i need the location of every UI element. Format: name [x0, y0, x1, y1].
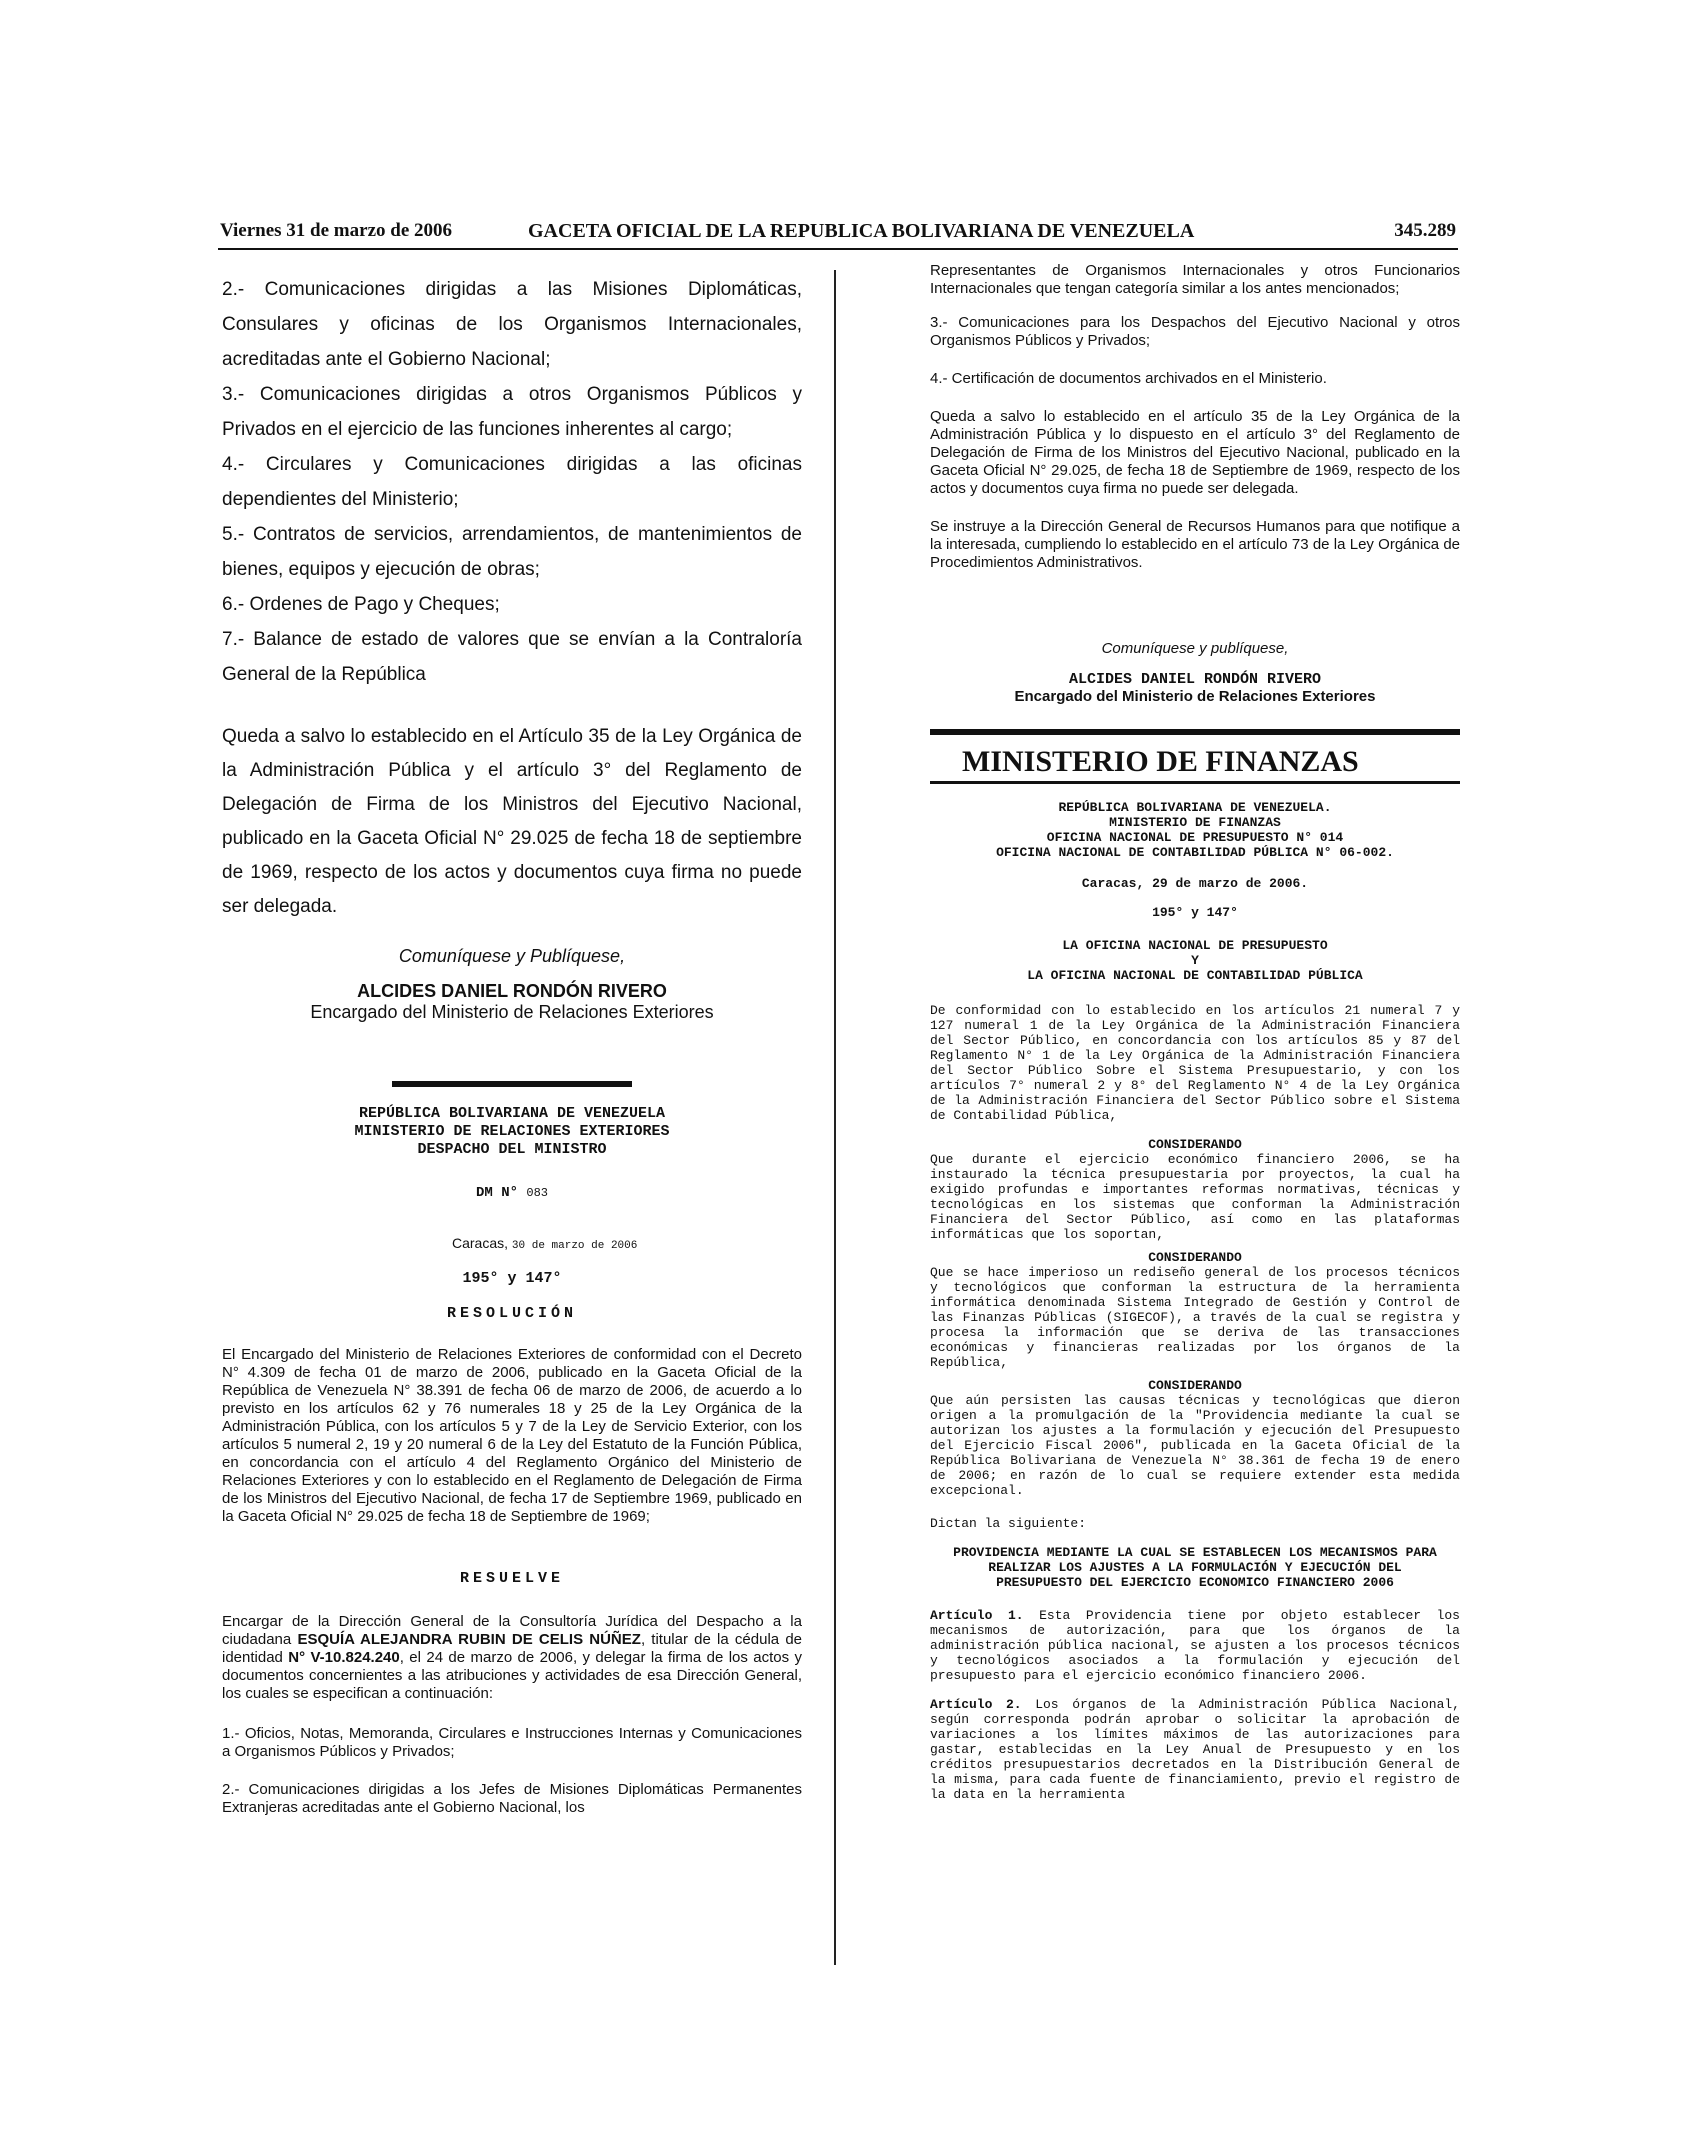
delegation-item: 4.- Circulares y Comunicaciones dirigidas a las oficinas dependientes del Ministerio; [222, 454, 802, 510]
continuation-paragraph: Representantes de Organismos Internacionales y otros Funcionarios Internacionales que tengan categoría similar a los antes mencionados; [930, 262, 1460, 297]
resolution-header-line: MINISTERIO DE RELACIONES EXTERIORES [354, 1123, 670, 1140]
conformidad-paragraph: De conformidad con lo establecido en los artículos 21 numeral 7 y 127 numeral 1 de la Ley Orgánica de la Administración Financiera del Sector Público, en concordancia con los artículos 85 y 87 del Reglamento N° 1 de la Ley Orgánica de la Administración Financiera del Sector Público Sobre el Sistema Presupuestario, y con los artículos 7° numeral 2 y 8° del Reglamento N° 4 de la Ley Orgánica de la Administración Financiera del Sector Público sobre el Sistema de Contabilidad Pública, [930, 1003, 1460, 1123]
left-column [222, 272, 802, 1817]
delegation-item: 4.- Certificación de documentos archivados en el Ministerio. [930, 370, 1327, 387]
header-title: GACETA OFICIAL DE LA REPUBLICA BOLIVARIANA DE VENEZUELA [528, 220, 1195, 242]
appointee-id: N° V-10.824.240 [288, 1649, 400, 1666]
ministry-rule [930, 729, 1460, 735]
signature-block [222, 946, 802, 1023]
city-date: 30 de marzo de 2006 [511, 1240, 638, 1252]
article-1 [930, 1608, 1460, 1683]
sub-item: 1.- Oficios, Notas, Memoranda, Circulares e Instrucciones Internas y Comunicaciones a Organismos Públicos y Privados; [222, 1725, 802, 1760]
ministry-title: MINISTERIO DE FINANZAS [930, 741, 1460, 784]
comuniquese-line: Comuníquese y publíquese, [1101, 640, 1289, 657]
page-header [218, 218, 1458, 250]
resolution-intro: El Encargado del Ministerio de Relaciones Exteriores de conformidad con el Decreto N° 4.309 de fecha 01 de marzo de 2006, publicado en la Gaceta Oficial de la República de Venezuela N° 38.391 de fecha 06 de marzo de 2006, de acuerdo a lo previsto en los artículos 62 y 76 numerales 18 y 25 de la Ley Orgánica de la Administración Pública, con los artículos 5 y 7 de la Ley de Servicio Exterior, con los artículos 5 numeral 2, 19 y 20 numeral 6 de la Ley del Estatuto de la Función Pública, en concordancia con el artículo 4 del Reglamento Orgánico del Ministerio de Relaciones Exteriores y con lo establecido en el Reglamento de Delegación de Firma de los Ministros del Ejecutivo Nacional, de fecha 17 de Septiembre 1969, publicado en la Gaceta Oficial N° 29.025 de fecha 18 de Septiembre de 1969; [222, 1346, 802, 1525]
finance-header-line: MINISTERIO DE FINANZAS [1109, 815, 1281, 830]
resolution-header-line: REPÚBLICA BOLIVARIANA DE VENEZUELA [358, 1105, 666, 1122]
section-separator [392, 1081, 632, 1087]
header-page-number: 345.289 [1394, 220, 1456, 241]
resuelve-title: RESUELVE [459, 1570, 564, 1587]
delegation-item: 3.- Comunicaciones dirigidas a otros Organismos Públicos y Privados en el ejercicio de las funciones inherentes al cargo; [222, 384, 802, 440]
finance-header [930, 800, 1460, 860]
considerando-text: Que aún persisten las causas técnicas y tecnológicas que dieron origen a la promulgación de la "Providencia mediante la cual se autorizan los ajustes a la formulación y ejecución del Presupuesto del Ejercicio Fiscal 2006", publicada en la Gaceta Oficial de la República Bolivariana de Venezuela N° 38.361 de fecha 19 de enero de 2006; en razón de lo cual se requiere extender esta medida excepcional. [930, 1393, 1460, 1498]
article-1-text: Esta Providencia tiene por objeto establecer los mecanismos de autorización, para que los órganos de la administración pública nacional, se ajusten a los procesos técnicos y tecnológicos asociados a la formulación y ejecución del presupuesto para el ejercicio económico financiero 2006. [930, 1608, 1460, 1683]
instruye-paragraph: Se instruye a la Dirección General de Recursos Humanos para que notifique a la interesada, cumpliendo lo establecido en el artículo 73 de la Ley Orgánica de Procedimientos Administrativos. [930, 518, 1460, 571]
providencia-title: PROVIDENCIA MEDIANTE LA CUAL SE ESTABLECEN LOS MECANISMOS PARA REALIZAR LOS AJUSTES A LA FORMULACIÓN Y EJECUCIÓN DEL PRESUPUESTO DEL EJERCICIO ECONOMICO FINANCIERO 2006 [953, 1545, 1437, 1590]
finance-date: Caracas, 29 de marzo de 2006. [1081, 876, 1309, 891]
article-2 [930, 1697, 1460, 1802]
salvo-paragraph: Queda a salvo lo establecido en el artículo 35 de la Ley Orgánica de la Administración Pública y lo dispuesto en el artículo 3° del Reglamento de Delegación de Firma de los Ministros del Ejecutivo Nacional, publicado en la Gaceta Oficial N° 29.025, de fecha 18 de Septiembre de 1969, respecto de los actos y documentos cuya firma no puede ser delegada. [930, 408, 1460, 497]
delegation-item: 2.- Comunicaciones dirigidas a las Misiones Diplomáticas, Consulares y oficinas de los Organismos Internacionales, acreditadas ante el Gobierno Nacional; [222, 279, 802, 370]
column-divider [834, 270, 836, 1965]
comuniquese-line: Comuníquese y Publíquese, [398, 946, 626, 966]
encargar-text: Encargar de la Dirección General de la Consultoría Jurídica del Despacho a la ciudadana [222, 1613, 802, 1648]
delegation-item: 7.- Balance de estado de valores que se envían a la Contraloría General de la República [222, 629, 802, 685]
city-label: Caracas, [452, 1235, 509, 1251]
dm-label: DM N° [475, 1185, 518, 1201]
article-2-label: Artículo 2. [930, 1697, 1022, 1712]
considerando-label: CONSIDERANDO [1148, 1250, 1242, 1265]
finance-header-line: OFICINA NACIONAL DE CONTABILIDAD PÚBLICA N° 06-002. [996, 845, 1394, 860]
resolution-date [222, 1235, 802, 1252]
article-1-label: Artículo 1. [930, 1608, 1024, 1623]
header-date: Viernes 31 de marzo de 2006 [220, 220, 452, 241]
resolucion-title: RESOLUCIÓN [446, 1305, 577, 1322]
article-2-text: Los órganos de la Administración Pública Nacional, según corresponda podrán aprobar o solicitar la aprobación de variaciones a los límites máximos de las autorizaciones para gastar, establecidas en la Ley Anual de Presupuesto y en los créditos presupuestarios decretados en la Distribución General de la misma, para cada fuente de financiamiento, previo el registro de la data en la herramienta [930, 1697, 1460, 1802]
sub-item: 2.- Comunicaciones dirigidas a los Jefes de Misiones Diplomáticas Permanentes Extranjeras acreditadas ante el Gobierno Nacional, los [222, 1781, 802, 1816]
signer-name: ALCIDES DANIEL RONDÓN RIVERO [357, 981, 667, 1001]
appointee-name: ESQUÍA ALEJANDRA RUBIN DE CELIS NÚÑEZ [297, 1631, 641, 1648]
office-line: Y [1191, 953, 1199, 968]
right-column [930, 262, 1460, 1802]
finance-header-line: OFICINA NACIONAL DE PRESUPUESTO N° 014 [1046, 830, 1344, 845]
signer-name: ALCIDES DANIEL RONDÓN RIVERO [1068, 671, 1322, 688]
dm-number [222, 1185, 802, 1201]
considerando-label: CONSIDERANDO [1148, 1378, 1242, 1393]
encargar-text: , titular de la cédula de identidad [222, 1631, 803, 1666]
considerando-text: Que durante el ejercicio económico financiero 2006, se ha instaurado la técnica presupuestaria por proyectos, la cual ha exigido profundas e importantes reformas normativas, técnicas y tecnológicas en los sistemas que conforman la Administración Financiera del Sector Público, así como en las plataformas informáticas que los soportan, [930, 1152, 1460, 1242]
delegation-item: 6.- Ordenes de Pago y Cheques; [222, 594, 500, 615]
dictan-line: Dictan la siguiente: [930, 1516, 1087, 1531]
salvo-paragraph: Queda a salvo lo establecido en el Artículo 35 de la Ley Orgánica de la Administración Pública y el artículo 3° del Reglamento de Delegación de Firma de los Ministros del Ejecutivo Nacional, publicado en la Gaceta Oficial N° 29.025 de fecha 18 de septiembre de 1969, respecto de los actos y documentos cuya firma no puede ser delegada. [222, 726, 802, 917]
years-line: 195° y 147° [462, 1270, 562, 1287]
signer-role: Encargado del Ministerio de Relaciones Exteriores [310, 1002, 714, 1022]
finance-years: 195° y 147° [1152, 905, 1238, 920]
encargar-text: , el 24 de marzo de 2006, y delegar la firma de los actos y documentos concernientes a las atribuciones y actividades de esa Dirección General, los cuales se especifican a continuación: [222, 1649, 802, 1702]
signer-role: Encargado del Ministerio de Relaciones Exteriores [1014, 688, 1376, 705]
finance-header-line: REPÚBLICA BOLIVARIANA DE VENEZUELA. [1058, 800, 1332, 815]
dm-value: 083 [526, 1186, 549, 1200]
resolution-header-line: DESPACHO DEL MINISTRO [417, 1141, 607, 1158]
delegation-item: 3.- Comunicaciones para los Despachos del Ejecutivo Nacional y otros Organismos Públicos y Privados; [930, 314, 1460, 349]
signature-block [930, 640, 1460, 705]
office-line: LA OFICINA NACIONAL DE CONTABILIDAD PÚBLICA [1027, 968, 1363, 983]
office-line: LA OFICINA NACIONAL DE PRESUPUESTO [1062, 938, 1328, 953]
considerando-label: CONSIDERANDO [1148, 1137, 1242, 1152]
encargar-paragraph [222, 1613, 802, 1703]
offices-block [930, 938, 1460, 983]
considerando-text: Que se hace imperioso un rediseño general de los procesos técnicos y tecnológicos que conforman la estructura de la herramienta informática denominada Sistema Integrado de Gestión y Control de las Finanzas Públicas (SIGECOF), a través de la cual se registra y procesa la información que se deriva de las transacciones económicas y financieras realizadas por los órganos de la República, [930, 1265, 1460, 1370]
delegation-item: 5.- Contratos de servicios, arrendamientos, de mantenimientos de bienes, equipos y ejecución de obras; [222, 524, 802, 580]
